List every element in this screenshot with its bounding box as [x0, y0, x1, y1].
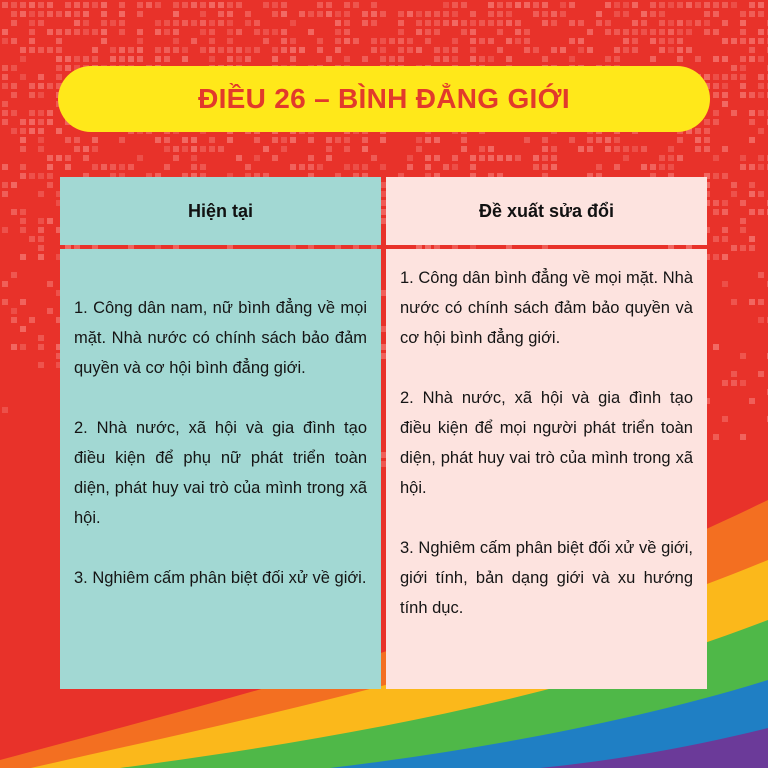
column-header-proposed: Đề xuất sửa đổi: [386, 177, 707, 245]
title-banner: [58, 66, 710, 132]
paragraph-item: 1. Công dân nam, nữ bình đẳng về mọi mặt. Nhà nước có chính sách bảo đảm quyền và cơ hội bình đẳng giới.: [74, 299, 367, 377]
column-body-current: [60, 249, 381, 689]
column-header-current: Hiện tại: [60, 177, 381, 245]
paragraph-item: 2. Nhà nước, xã hội và gia đình tạo điều kiện để phụ nữ phát triển toàn diện, phát huy vai trò của mình trong xã hội.: [74, 419, 367, 527]
page-title: ĐIỀU 26 – BÌNH ĐẲNG GIỚI: [198, 83, 570, 114]
column-body-proposed: [386, 249, 707, 689]
column-proposed: [386, 177, 707, 689]
column-current: [60, 177, 381, 689]
paragraph-item: 3. Nghiêm cấm phân biệt đối xử về giới.: [74, 569, 367, 587]
paragraph-item: 3. Nghiêm cấm phân biệt đối xử về giới, giới tính, bản dạng giới và xu hướng tính dục.: [400, 539, 693, 617]
paragraph-item: 1. Công dân bình đẳng về mọi mặt. Nhà nước có chính sách đảm bảo quyền và cơ hội bình đẳng giới.: [400, 269, 693, 347]
paragraph-item: 2. Nhà nước, xã hội và gia đình tạo điều kiện để mọi người phát triển toàn diện, phát huy vai trò của mình trong xã hội.: [400, 389, 693, 497]
